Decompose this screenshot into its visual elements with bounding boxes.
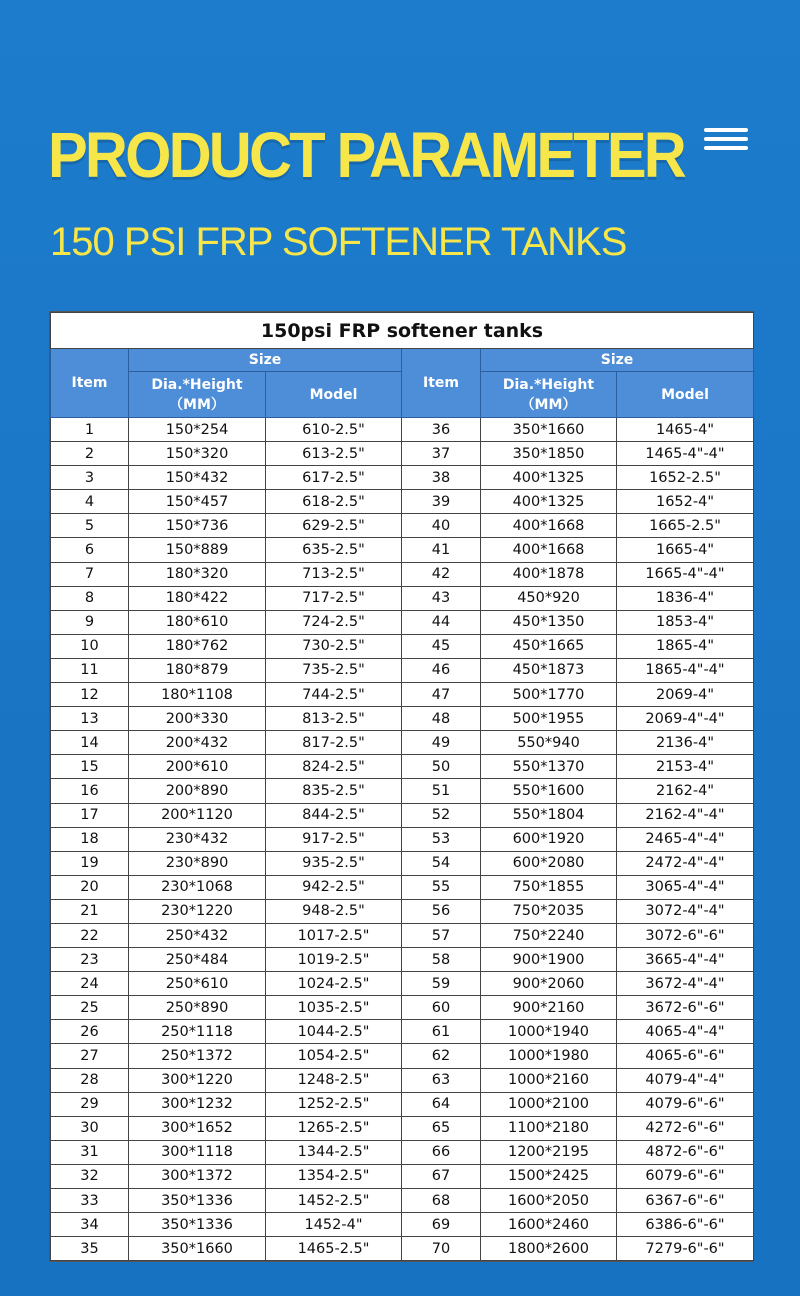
- menu-icon-bar: [704, 128, 748, 132]
- header-dia-height-line1: Dia.*Height: [502, 376, 595, 393]
- header-dia-height-line2: （MM）: [169, 396, 225, 413]
- cell-model: 1035-2.5": [266, 996, 402, 1020]
- cell-size: 450*1350: [481, 610, 617, 634]
- cell-item: 67: [402, 1164, 481, 1188]
- cell-size: 150*320: [129, 442, 266, 466]
- cell-size: 200*330: [129, 707, 266, 731]
- header-size-right: Size: [481, 349, 754, 372]
- cell-size: 1000*2160: [481, 1068, 617, 1092]
- cell-model: 942-2.5": [266, 875, 402, 899]
- cell-size: 250*1372: [129, 1044, 266, 1068]
- table-row: [51, 418, 754, 442]
- page-title: PRODUCT PARAMETER: [48, 119, 684, 191]
- cell-model: 844-2.5": [266, 803, 402, 827]
- cell-item: 2: [51, 442, 129, 466]
- cell-size: 200*610: [129, 755, 266, 779]
- cell-model: 1652-2.5": [617, 466, 754, 490]
- cell-item: 51: [402, 779, 481, 803]
- cell-size: 350*1660: [481, 418, 617, 442]
- cell-item: 43: [402, 586, 481, 610]
- cell-model: 1017-2.5": [266, 923, 402, 947]
- table-row: [51, 514, 754, 538]
- cell-size: 300*1652: [129, 1116, 266, 1140]
- cell-size: 150*889: [129, 538, 266, 562]
- cell-size: 200*432: [129, 731, 266, 755]
- cell-size: 300*1118: [129, 1140, 266, 1164]
- cell-item: 7: [51, 562, 129, 586]
- cell-size: 900*2060: [481, 972, 617, 996]
- table-row: [51, 1140, 754, 1164]
- cell-item: 33: [51, 1189, 129, 1213]
- cell-model: 6079-6"-6": [617, 1164, 754, 1188]
- cell-item: 52: [402, 803, 481, 827]
- cell-item: 54: [402, 851, 481, 875]
- cell-size: 180*762: [129, 634, 266, 658]
- table-row: [51, 996, 754, 1020]
- cell-item: 29: [51, 1092, 129, 1116]
- cell-model: 2153-4": [617, 755, 754, 779]
- cell-size: 750*2035: [481, 899, 617, 923]
- cell-size: 400*1325: [481, 490, 617, 514]
- cell-model: 4872-6"-6": [617, 1140, 754, 1164]
- cell-model: 618-2.5": [266, 490, 402, 514]
- cell-item: 22: [51, 923, 129, 947]
- table-row: [51, 1164, 754, 1188]
- parameter-table: [50, 312, 754, 1261]
- cell-model: 6367-6"-6": [617, 1189, 754, 1213]
- cell-model: 1265-2.5": [266, 1116, 402, 1140]
- cell-model: 2136-4": [617, 731, 754, 755]
- table-row: [51, 875, 754, 899]
- table-row: [51, 1237, 754, 1261]
- header-item-left: Item: [51, 349, 129, 418]
- table-row: [51, 610, 754, 634]
- cell-item: 44: [402, 610, 481, 634]
- cell-model: 1865-4": [617, 634, 754, 658]
- cell-size: 350*1336: [129, 1213, 266, 1237]
- cell-model: 813-2.5": [266, 707, 402, 731]
- cell-item: 59: [402, 972, 481, 996]
- cell-size: 1000*2100: [481, 1092, 617, 1116]
- cell-size: 550*1600: [481, 779, 617, 803]
- parameter-table-container: [49, 311, 754, 1262]
- cell-size: 230*432: [129, 827, 266, 851]
- cell-size: 300*1232: [129, 1092, 266, 1116]
- cell-model: 4065-6"-6": [617, 1044, 754, 1068]
- cell-item: 11: [51, 658, 129, 682]
- cell-item: 68: [402, 1189, 481, 1213]
- cell-size: 350*1660: [129, 1237, 266, 1261]
- cell-item: 30: [51, 1116, 129, 1140]
- cell-model: 1865-4"-4": [617, 658, 754, 682]
- cell-item: 9: [51, 610, 129, 634]
- cell-model: 735-2.5": [266, 658, 402, 682]
- cell-item: 42: [402, 562, 481, 586]
- cell-item: 62: [402, 1044, 481, 1068]
- table-row: [51, 707, 754, 731]
- page-subtitle: 150 PSI FRP SOFTENER TANKS: [50, 220, 627, 264]
- cell-item: 40: [402, 514, 481, 538]
- table-row: [51, 851, 754, 875]
- cell-model: 824-2.5": [266, 755, 402, 779]
- cell-size: 400*1878: [481, 562, 617, 586]
- cell-model: 1024-2.5": [266, 972, 402, 996]
- cell-size: 350*1336: [129, 1189, 266, 1213]
- cell-item: 64: [402, 1092, 481, 1116]
- cell-model: 1019-2.5": [266, 948, 402, 972]
- cell-size: 900*1900: [481, 948, 617, 972]
- table-row: [51, 755, 754, 779]
- cell-size: 150*457: [129, 490, 266, 514]
- table-caption: 150psi FRP softener tanks: [51, 313, 754, 349]
- cell-size: 200*1120: [129, 803, 266, 827]
- cell-size: 500*1955: [481, 707, 617, 731]
- cell-size: 1000*1940: [481, 1020, 617, 1044]
- header-model-left: Model: [266, 372, 402, 418]
- cell-size: 350*1850: [481, 442, 617, 466]
- cell-model: 4272-6"-6": [617, 1116, 754, 1140]
- menu-icon-bar: [704, 137, 748, 141]
- cell-item: 37: [402, 442, 481, 466]
- header-dia-height-left: [129, 372, 266, 418]
- table-row: [51, 1116, 754, 1140]
- cell-size: 250*610: [129, 972, 266, 996]
- cell-model: 1836-4": [617, 586, 754, 610]
- cell-size: 1600*2050: [481, 1189, 617, 1213]
- cell-model: 4065-4"-4": [617, 1020, 754, 1044]
- cell-item: 41: [402, 538, 481, 562]
- cell-item: 18: [51, 827, 129, 851]
- cell-model: 2465-4"-4": [617, 827, 754, 851]
- cell-model: 835-2.5": [266, 779, 402, 803]
- cell-item: 28: [51, 1068, 129, 1092]
- table-row: [51, 1213, 754, 1237]
- cell-item: 25: [51, 996, 129, 1020]
- cell-size: 1200*2195: [481, 1140, 617, 1164]
- header-item-right: Item: [402, 349, 481, 418]
- cell-size: 450*920: [481, 586, 617, 610]
- table-row: [51, 586, 754, 610]
- cell-size: 150*254: [129, 418, 266, 442]
- cell-size: 1800*2600: [481, 1237, 617, 1261]
- table-row: [51, 923, 754, 947]
- cell-model: 1465-4": [617, 418, 754, 442]
- cell-model: 1665-4"-4": [617, 562, 754, 586]
- cell-size: 600*1920: [481, 827, 617, 851]
- table-row: [51, 466, 754, 490]
- cell-item: 53: [402, 827, 481, 851]
- cell-item: 58: [402, 948, 481, 972]
- header-size-left: Size: [129, 349, 402, 372]
- cell-model: 610-2.5": [266, 418, 402, 442]
- cell-item: 19: [51, 851, 129, 875]
- cell-size: 300*1372: [129, 1164, 266, 1188]
- cell-item: 4: [51, 490, 129, 514]
- cell-item: 60: [402, 996, 481, 1020]
- cell-size: 450*1873: [481, 658, 617, 682]
- cell-model: 3072-6"-6": [617, 923, 754, 947]
- cell-item: 65: [402, 1116, 481, 1140]
- cell-model: 617-2.5": [266, 466, 402, 490]
- cell-item: 3: [51, 466, 129, 490]
- cell-item: 45: [402, 634, 481, 658]
- cell-item: 32: [51, 1164, 129, 1188]
- table-row: [51, 658, 754, 682]
- cell-item: 34: [51, 1213, 129, 1237]
- table-row: [51, 803, 754, 827]
- cell-item: 27: [51, 1044, 129, 1068]
- cell-size: 180*422: [129, 586, 266, 610]
- menu-icon-bar: [704, 146, 748, 150]
- header-dia-height-right: [481, 372, 617, 418]
- cell-model: 1248-2.5": [266, 1068, 402, 1092]
- cell-model: 2069-4": [617, 683, 754, 707]
- cell-item: 61: [402, 1020, 481, 1044]
- cell-item: 17: [51, 803, 129, 827]
- table-row: [51, 948, 754, 972]
- cell-model: 1452-4": [266, 1213, 402, 1237]
- cell-model: 3672-6"-6": [617, 996, 754, 1020]
- table-row: [51, 827, 754, 851]
- cell-item: 21: [51, 899, 129, 923]
- cell-size: 550*1370: [481, 755, 617, 779]
- cell-model: 1252-2.5": [266, 1092, 402, 1116]
- cell-model: 613-2.5": [266, 442, 402, 466]
- cell-model: 917-2.5": [266, 827, 402, 851]
- cell-item: 49: [402, 731, 481, 755]
- cell-model: 1354-2.5": [266, 1164, 402, 1188]
- cell-model: 4079-4"-4": [617, 1068, 754, 1092]
- cell-item: 55: [402, 875, 481, 899]
- cell-model: 1652-4": [617, 490, 754, 514]
- cell-item: 66: [402, 1140, 481, 1164]
- cell-size: 250*1118: [129, 1020, 266, 1044]
- cell-item: 8: [51, 586, 129, 610]
- cell-model: 629-2.5": [266, 514, 402, 538]
- cell-item: 31: [51, 1140, 129, 1164]
- table-row: [51, 538, 754, 562]
- cell-model: 3665-4"-4": [617, 948, 754, 972]
- cell-model: 1465-2.5": [266, 1237, 402, 1261]
- cell-item: 24: [51, 972, 129, 996]
- cell-size: 1600*2460: [481, 1213, 617, 1237]
- cell-item: 5: [51, 514, 129, 538]
- header-model-right: Model: [617, 372, 754, 418]
- cell-size: 180*320: [129, 562, 266, 586]
- cell-size: 180*1108: [129, 683, 266, 707]
- cell-size: 750*2240: [481, 923, 617, 947]
- table-row: [51, 1044, 754, 1068]
- cell-model: 2472-4"-4": [617, 851, 754, 875]
- cell-item: 69: [402, 1213, 481, 1237]
- cell-item: 20: [51, 875, 129, 899]
- cell-item: 63: [402, 1068, 481, 1092]
- cell-size: 400*1325: [481, 466, 617, 490]
- cell-model: 713-2.5": [266, 562, 402, 586]
- cell-model: 817-2.5": [266, 731, 402, 755]
- cell-item: 16: [51, 779, 129, 803]
- cell-item: 15: [51, 755, 129, 779]
- table-row: [51, 1092, 754, 1116]
- cell-model: 4079-6"-6": [617, 1092, 754, 1116]
- cell-item: 70: [402, 1237, 481, 1261]
- cell-size: 1100*2180: [481, 1116, 617, 1140]
- cell-size: 230*1068: [129, 875, 266, 899]
- cell-size: 500*1770: [481, 683, 617, 707]
- cell-model: 1452-2.5": [266, 1189, 402, 1213]
- cell-item: 26: [51, 1020, 129, 1044]
- header-dia-height-line2: （MM）: [520, 396, 577, 413]
- table-row: [51, 442, 754, 466]
- cell-model: 1665-2.5": [617, 514, 754, 538]
- table-row: [51, 490, 754, 514]
- cell-model: 948-2.5": [266, 899, 402, 923]
- cell-model: 1665-4": [617, 538, 754, 562]
- cell-item: 50: [402, 755, 481, 779]
- table-row: [51, 779, 754, 803]
- cell-item: 57: [402, 923, 481, 947]
- cell-model: 2162-4": [617, 779, 754, 803]
- cell-size: 180*879: [129, 658, 266, 682]
- cell-model: 2162-4"-4": [617, 803, 754, 827]
- cell-size: 150*736: [129, 514, 266, 538]
- cell-model: 730-2.5": [266, 634, 402, 658]
- cell-model: 724-2.5": [266, 610, 402, 634]
- cell-size: 230*1220: [129, 899, 266, 923]
- cell-size: 230*890: [129, 851, 266, 875]
- cell-item: 36: [402, 418, 481, 442]
- cell-item: 1: [51, 418, 129, 442]
- header-dia-height-line1: Dia.*Height: [151, 376, 243, 393]
- cell-item: 13: [51, 707, 129, 731]
- table-row: [51, 731, 754, 755]
- table-row: [51, 562, 754, 586]
- cell-size: 900*2160: [481, 996, 617, 1020]
- cell-model: 1853-4": [617, 610, 754, 634]
- cell-model: 1344-2.5": [266, 1140, 402, 1164]
- cell-model: 3672-4"-4": [617, 972, 754, 996]
- cell-model: 744-2.5": [266, 683, 402, 707]
- cell-size: 180*610: [129, 610, 266, 634]
- cell-item: 12: [51, 683, 129, 707]
- cell-item: 6: [51, 538, 129, 562]
- cell-model: 3072-4"-4": [617, 899, 754, 923]
- table-row: [51, 899, 754, 923]
- cell-item: 48: [402, 707, 481, 731]
- cell-size: 450*1665: [481, 634, 617, 658]
- cell-size: 200*890: [129, 779, 266, 803]
- table-row: [51, 634, 754, 658]
- cell-model: 935-2.5": [266, 851, 402, 875]
- cell-model: 1054-2.5": [266, 1044, 402, 1068]
- cell-model: 1044-2.5": [266, 1020, 402, 1044]
- cell-item: 56: [402, 899, 481, 923]
- cell-model: 717-2.5": [266, 586, 402, 610]
- cell-model: 2069-4"-4": [617, 707, 754, 731]
- table-row: [51, 1189, 754, 1213]
- table-row: [51, 972, 754, 996]
- cell-size: 550*940: [481, 731, 617, 755]
- cell-size: 250*432: [129, 923, 266, 947]
- cell-size: 400*1668: [481, 538, 617, 562]
- cell-item: 10: [51, 634, 129, 658]
- cell-size: 300*1220: [129, 1068, 266, 1092]
- cell-size: 750*1855: [481, 875, 617, 899]
- table-row: [51, 1068, 754, 1092]
- cell-item: 23: [51, 948, 129, 972]
- cell-size: 150*432: [129, 466, 266, 490]
- cell-item: 39: [402, 490, 481, 514]
- menu-icon[interactable]: [704, 128, 748, 150]
- cell-item: 35: [51, 1237, 129, 1261]
- cell-model: 3065-4"-4": [617, 875, 754, 899]
- cell-item: 14: [51, 731, 129, 755]
- cell-size: 1500*2425: [481, 1164, 617, 1188]
- cell-model: 1465-4"-4": [617, 442, 754, 466]
- cell-size: 1000*1980: [481, 1044, 617, 1068]
- cell-item: 46: [402, 658, 481, 682]
- cell-size: 550*1804: [481, 803, 617, 827]
- table-body: [51, 418, 754, 1261]
- cell-size: 400*1668: [481, 514, 617, 538]
- cell-model: 635-2.5": [266, 538, 402, 562]
- cell-size: 600*2080: [481, 851, 617, 875]
- table-row: [51, 683, 754, 707]
- cell-size: 250*890: [129, 996, 266, 1020]
- cell-model: 7279-6"-6": [617, 1237, 754, 1261]
- cell-item: 47: [402, 683, 481, 707]
- cell-size: 250*484: [129, 948, 266, 972]
- table-row: [51, 1020, 754, 1044]
- cell-model: 6386-6"-6": [617, 1213, 754, 1237]
- cell-item: 38: [402, 466, 481, 490]
